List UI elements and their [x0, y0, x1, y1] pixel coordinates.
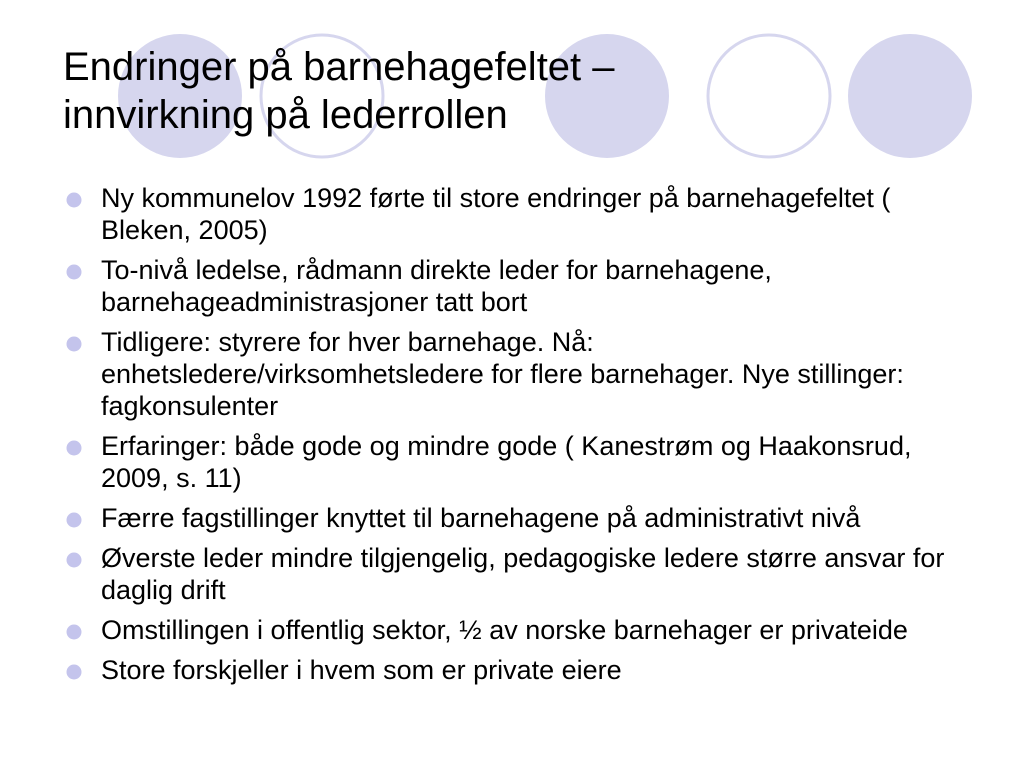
bullet-text: Tidligere: styrere for hver barnehage. Nå: enhetsledere/virksomhetsledere for flere barnehager. Nye stillinger: fagkonsulenter: [101, 327, 904, 421]
bullet-item: [64, 614, 964, 646]
bullet-item: [64, 430, 964, 494]
bullet-icon: [66, 624, 82, 640]
bullet-text: Erfaringer: både gode og mindre gode ( Kanestrøm og Haakonsrud, 2009, s. 11): [101, 431, 912, 493]
bullet-text: To-nivå ledelse, rådmann direkte leder for barnehagene, barnehageadministrasjoner tatt bort: [101, 255, 772, 317]
slide-title-line-1: Endringer på barnehagefeltet –: [63, 45, 615, 89]
deco-circle-filled-3: [848, 34, 972, 158]
bullet-icon: [66, 664, 82, 680]
bullet-item: [64, 502, 964, 534]
bullet-icon: [66, 552, 82, 568]
bullet-text: Ny kommunelov 1992 førte til store endringer på barnehagefeltet ( Bleken, 2005): [101, 183, 891, 245]
bullet-icon: [66, 512, 82, 528]
deco-circle-outline-2: [708, 35, 830, 157]
bullet-item: [64, 182, 964, 246]
bullet-icon: [66, 264, 82, 280]
bullet-icon: [66, 192, 82, 208]
bullet-item: [64, 654, 964, 686]
bullet-text: Øverste leder mindre tilgjengelig, pedagogiske ledere større ansvar for daglig drift: [101, 543, 945, 605]
slide-title-line-2: innvirkning på lederrollen: [63, 93, 508, 137]
bullet-item: [64, 254, 964, 318]
bullet-item: [64, 542, 964, 606]
bullet-text: Store forskjeller i hvem som er private eiere: [101, 655, 622, 685]
slide-title: [63, 43, 615, 139]
bullet-icon: [66, 440, 82, 456]
bullet-text: Omstillingen i offentlig sektor, ½ av norske barnehager er privateide: [101, 615, 908, 645]
bullet-list: [64, 182, 964, 694]
bullet-item: [64, 326, 964, 422]
bullet-icon: [66, 336, 82, 352]
bullet-text: Færre fagstillinger knyttet til barnehagene på administrativt nivå: [101, 503, 861, 533]
